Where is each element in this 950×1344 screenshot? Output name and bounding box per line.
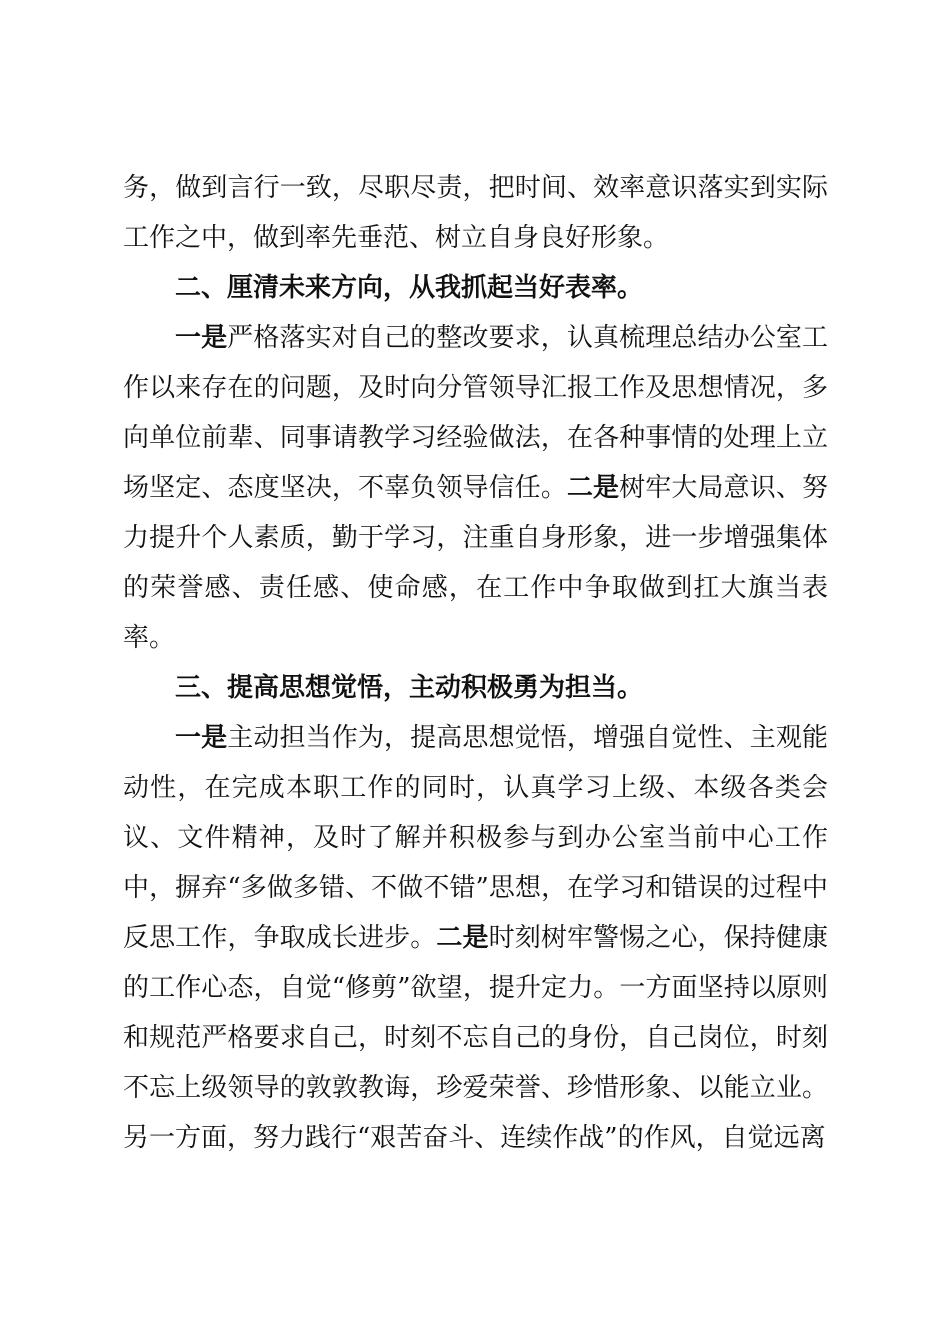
paragraph-text: 主动担当作为，提高思想觉悟，增强自觉性、主观能动性，在完成本职工作的同时，认真学习上级、本级各类会议、文件精神，及时了解并积极参与到办公室当前中心工作中，摒弃“多做多错、不做不错”思想，在学习和错误的过程中反思工作，争取成长进步。 [123, 723, 828, 953]
section-heading-3: 三、提高思想觉悟，主动积极勇为担当。 [175, 673, 644, 703]
paragraph-text: 树牢大局意识、努力提升个人素质，勤于学习，注重自身形象，进一步增强集体的荣誉感、责任感、使命感，在工作中争取做到扛大旗当表率。 [123, 473, 828, 653]
paragraph-section-2 [123, 313, 828, 663]
paragraph-section-3 [123, 713, 828, 1163]
lead-marker: 二是 [436, 923, 489, 953]
document-page [123, 163, 828, 1163]
paragraph-text: 严格落实对自己的整改要求，认真梳理总结办公室工作以来存在的问题，及时向分管领导汇报工作及思想情况，多向单位前辈、同事请教学习经验做法，在各种事情的处理上立场坚定、态度坚决，不辜负领导信任。 [123, 323, 828, 503]
paragraph-text: 时刻树牢警惕之心，保持健康的工作心态，自觉“修剪”欲望，提升定力。一方面坚持以原则和规范严格要求自己，时刻不忘自己的身份，自己岗位，时刻不忘上级领导的敦敦教诲，珍爱荣誉、珍惜形象、以能立业。另一方面，努力践行“艰苦奋斗、连续作战”的作风，自觉远离 [123, 923, 828, 1153]
lead-marker: 二是 [566, 473, 620, 503]
paragraph-continuation: 务，做到言行一致，尽职尽责，把时间、效率意识落实到实际工作之中，做到率先垂范、树立自身良好形象。 [123, 173, 828, 253]
lead-marker: 一是 [175, 723, 228, 753]
section-heading-2: 二、厘清未来方向，从我抓起当好表率。 [175, 273, 644, 303]
lead-marker: 一是 [175, 323, 228, 353]
